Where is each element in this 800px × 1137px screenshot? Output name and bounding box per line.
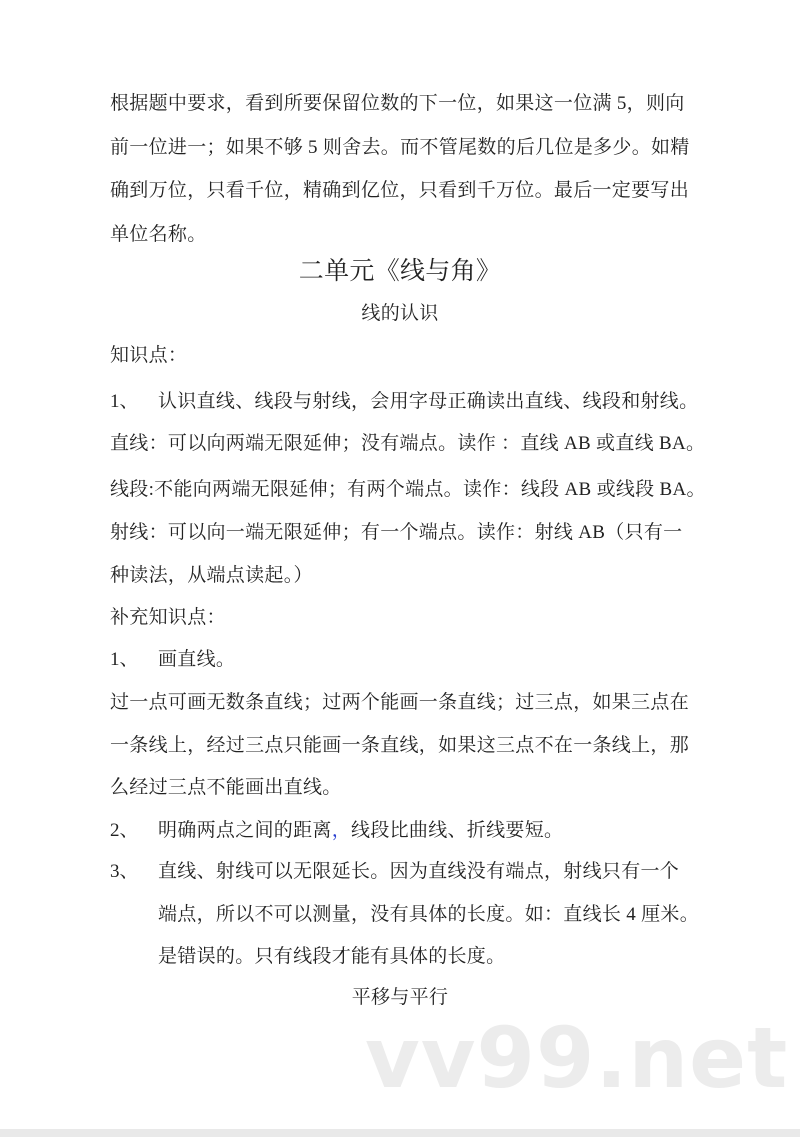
page-bottom-edge bbox=[0, 1129, 800, 1137]
supp-3-line: 是错误的。只有线段才能有具体的长度。 bbox=[158, 946, 506, 967]
supp-3-line: 直线、射线可以无限延长。因为直线没有端点，射线只有一个 bbox=[158, 861, 680, 882]
supp-2-comma: ， bbox=[331, 820, 352, 841]
supp-2-text-b: 线段比曲线、折线要短。 bbox=[351, 820, 564, 841]
definition-line: 直线：可以向两端无限延伸；没有端点。读作 ：直线 AB 或直线 BA。 bbox=[110, 433, 706, 454]
knowledge-label: 知识点： bbox=[110, 345, 188, 366]
definition-line: 种读法，从端点读起。） bbox=[110, 565, 313, 586]
supplement-label: 补充知识点： bbox=[110, 607, 226, 628]
supp-2-number: 2、 bbox=[110, 820, 139, 841]
next-section-title: 平移与平行 bbox=[351, 987, 449, 1008]
rounding-line-1: 根据题中要求，看到所要保留位数的下一位，如果这一位满 5，则向 bbox=[110, 93, 685, 114]
item-1-text: 认识直线、线段与射线，会用字母正确读出直线、线段和射线。 bbox=[158, 391, 699, 412]
supp-3-line: 端点，所以不可以测量，没有具体的长度。如：直线长 4 厘米。 bbox=[158, 904, 700, 925]
section-title: 线的认识 bbox=[361, 303, 439, 324]
supp-3-number: 3、 bbox=[110, 861, 139, 882]
definition-line: 线段:不能向两端无限延伸；有两个端点。读作：线段 AB 或线段 BA。 bbox=[110, 479, 706, 500]
watermark: vv99.net bbox=[365, 1009, 789, 1107]
rounding-line-2: 前一位进一；如果不够 5 则舍去。而不管尾数的后几位是多少。如精 bbox=[110, 137, 690, 158]
rounding-line-4: 单位名称。 bbox=[110, 224, 207, 245]
supp-1-text: 画直线。 bbox=[158, 649, 236, 670]
supp-1-body-line: 过一点可画无数条直线；过两个能画一条直线；过三点，如果三点在 bbox=[110, 692, 690, 713]
supp-2-text-a: 明确两点之间的距离 bbox=[158, 820, 332, 841]
item-1-number: 1、 bbox=[110, 391, 139, 412]
supp-1-number: 1、 bbox=[110, 649, 139, 670]
rounding-line-3: 确到万位，只看千位，精确到亿位，只看到千万位。最后一定要写出 bbox=[110, 180, 690, 201]
supp-1-body-line: 一条线上，经过三点只能画一条直线，如果这三点不在一条线上，那 bbox=[110, 735, 690, 756]
supp-2-text bbox=[158, 819, 563, 843]
supp-1-body-line: 么经过三点不能画出直线。 bbox=[110, 777, 342, 798]
unit-title: 二单元《线与角》 bbox=[298, 258, 502, 285]
definition-line: 射线：可以向一端无限延伸；有一个端点。读作：射线 AB（只有一 bbox=[110, 522, 683, 543]
